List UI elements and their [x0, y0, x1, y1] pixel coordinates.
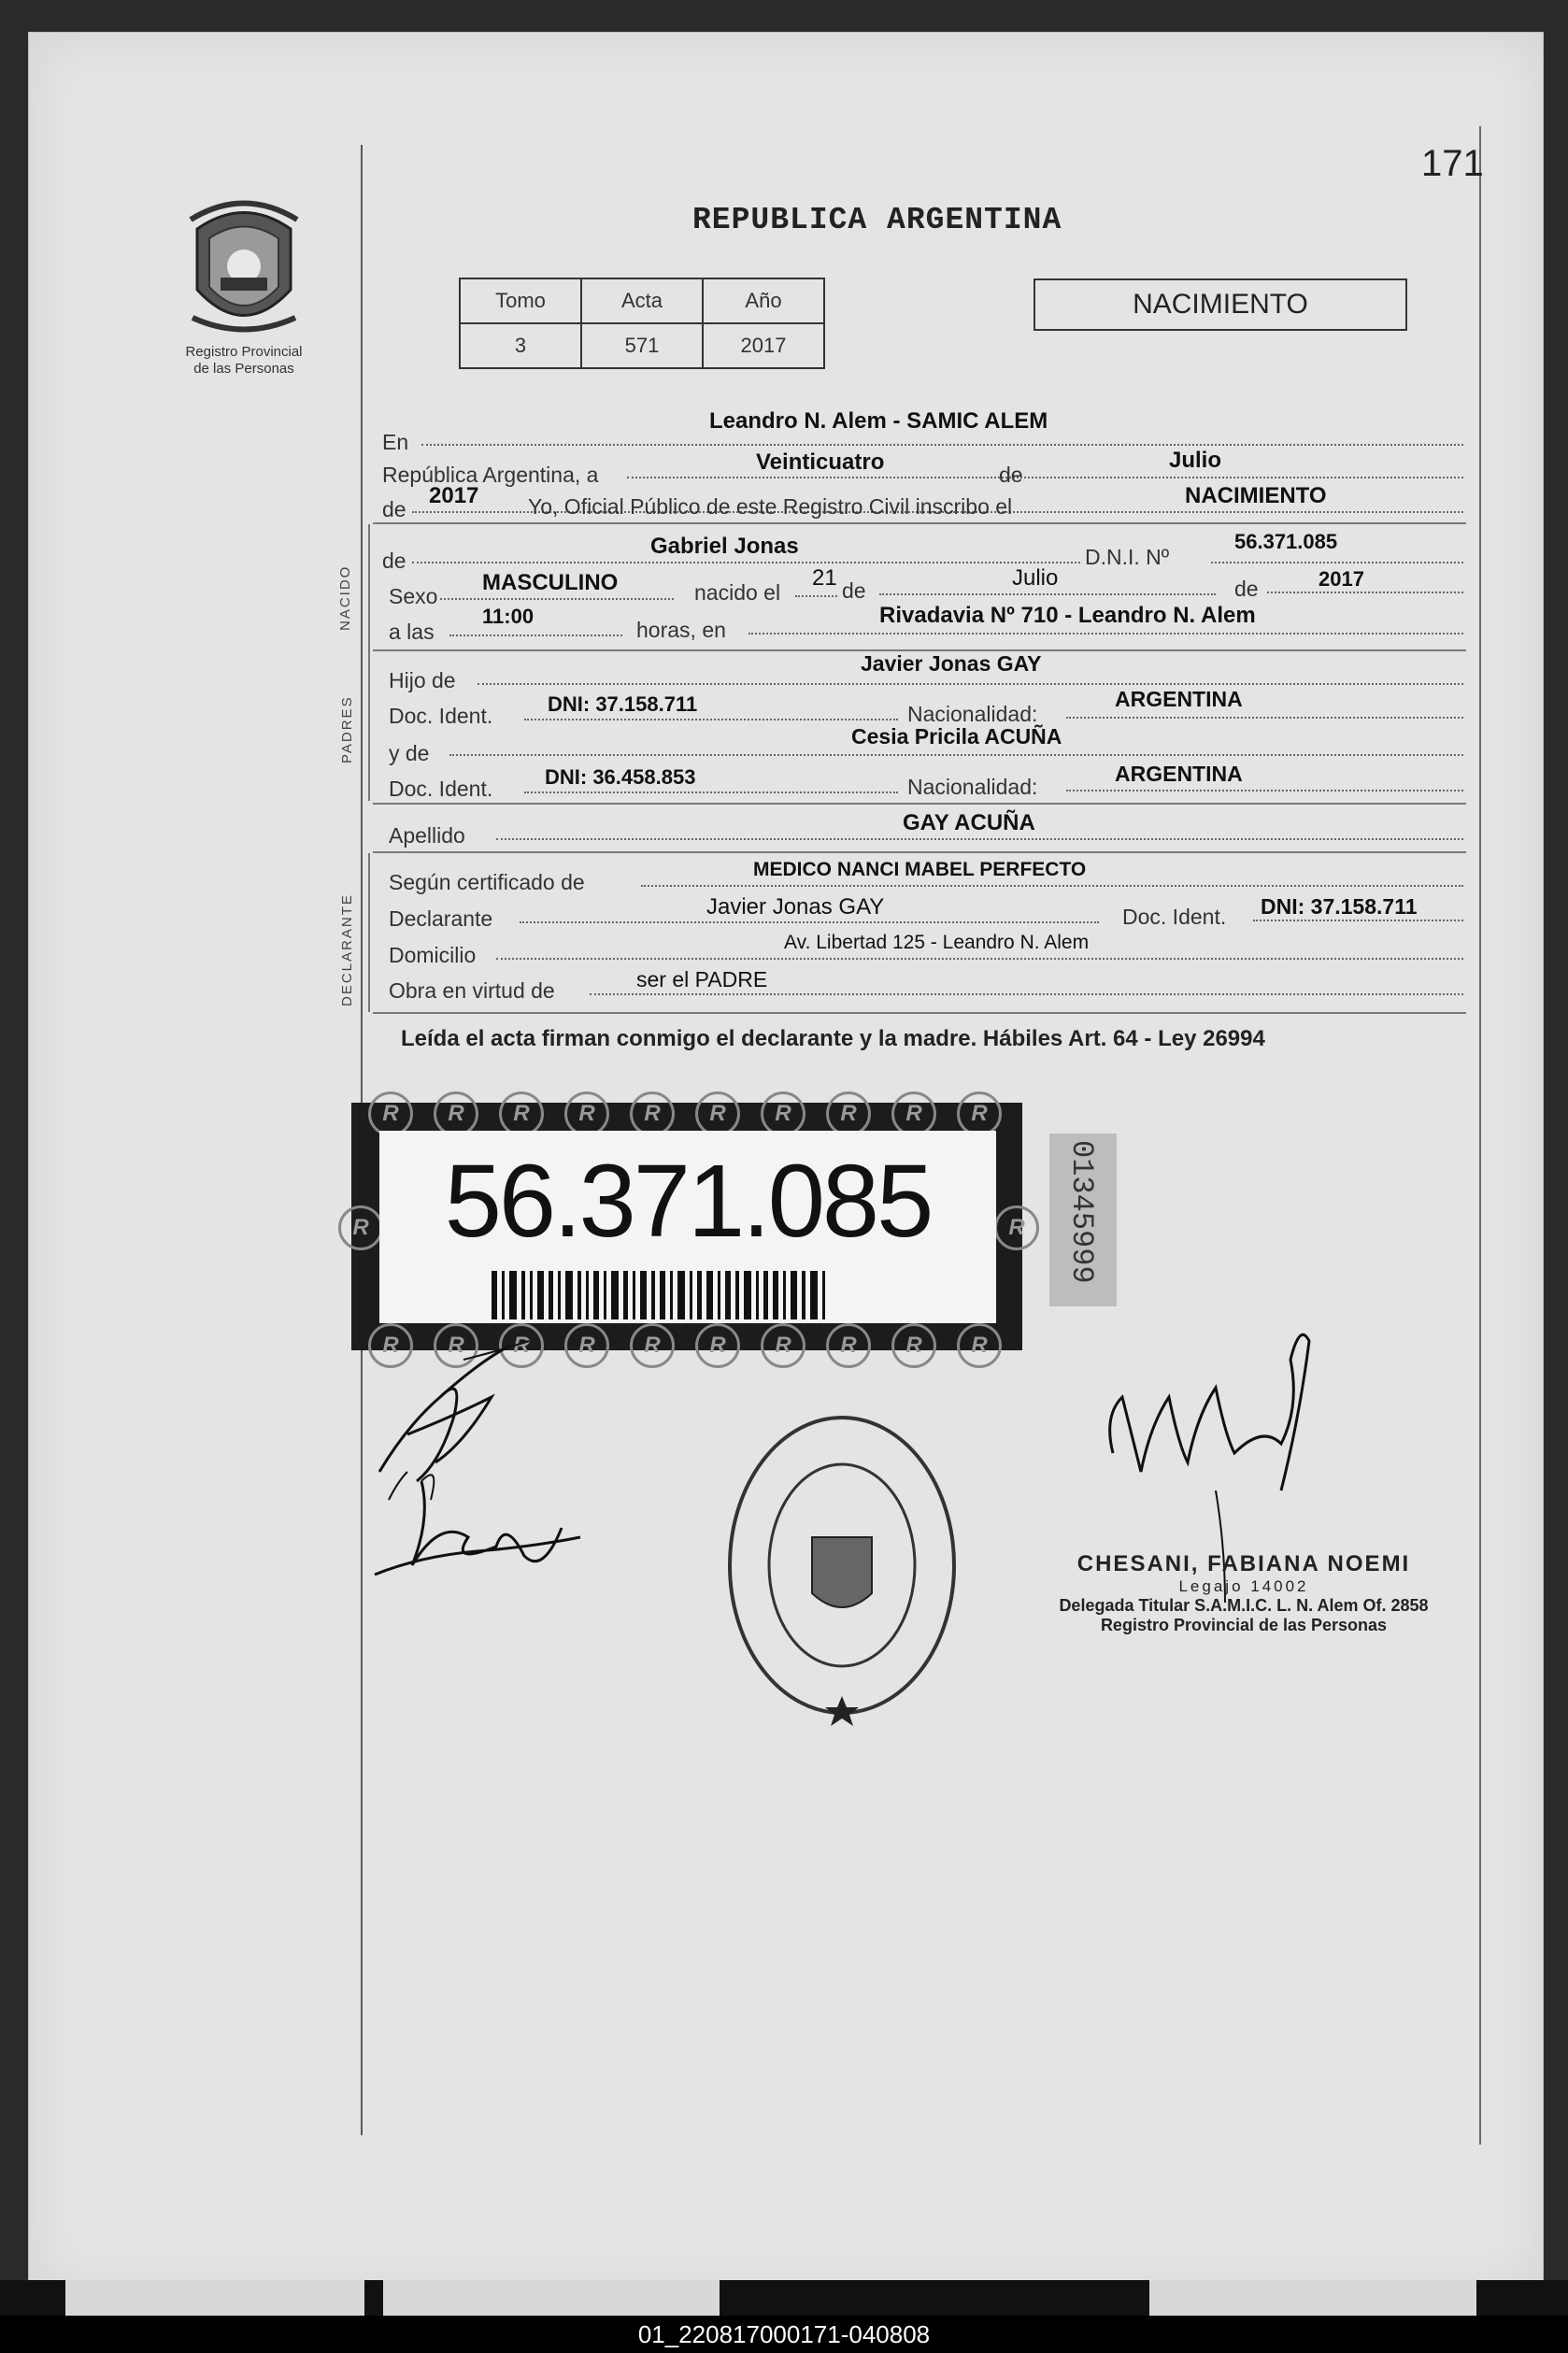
dotted-line — [449, 635, 622, 636]
sexo-label: Sexo — [389, 584, 438, 608]
a-las-label: a las — [389, 620, 435, 644]
official-legajo: Legajo 14002 — [1178, 1577, 1309, 1595]
r-pattern-icon: R — [434, 1323, 478, 1368]
birth-year-value: 2017 — [1319, 567, 1364, 591]
dotted-line — [524, 719, 898, 720]
birth-month-value: Julio — [1012, 565, 1059, 591]
filename-footer: 01_220817000171-040808 — [0, 2316, 1568, 2353]
r-pattern-icon: R — [891, 1091, 936, 1136]
logo-caption-line1: Registro Provincial — [185, 344, 303, 360]
record-table — [459, 278, 825, 369]
certificate-value: MEDICO NANCI MABEL PERFECTO — [753, 859, 1087, 880]
nacido-section-label: NACIDO — [337, 564, 353, 631]
month-value: Julio — [1169, 448, 1222, 473]
declarante-doc-label: Doc. Ident. — [1122, 905, 1227, 929]
republica-label: República Argentina, a — [382, 463, 599, 487]
declarante-label: Declarante — [389, 906, 493, 931]
official-name: CHESANI, FABIANA NOEMI — [1076, 1551, 1411, 1576]
apellido-value: GAY ACUÑA — [903, 810, 1035, 835]
act-type-box: NACIMIENTO — [1033, 278, 1407, 331]
dotted-line — [641, 885, 1463, 887]
mother-name-value: Cesia Pricila ACUÑA — [851, 724, 1062, 749]
obra-value: ser el PADRE — [636, 967, 768, 991]
place-value: Leandro N. Alem - SAMIC ALEM — [709, 408, 1048, 434]
father-nationality-label: Nacionalidad: — [907, 702, 1038, 726]
dotted-line — [496, 958, 1463, 960]
tomo-value: 3 — [460, 323, 581, 368]
right-margin-line — [1479, 126, 1481, 2145]
section-separator — [373, 522, 1466, 524]
de-label-name: de — [382, 549, 406, 573]
edge-cell — [65, 2280, 364, 2316]
anio-header: Año — [703, 278, 824, 323]
r-pattern-icon: R — [761, 1091, 805, 1136]
tomo-header: Tomo — [460, 278, 581, 323]
dotted-line — [478, 683, 1463, 685]
dotted-line — [879, 593, 1216, 595]
horas-label: horas, en — [636, 618, 726, 642]
r-pattern-icon: R — [826, 1091, 871, 1136]
r-pattern-icon: R — [564, 1091, 609, 1136]
dotted-line — [524, 791, 898, 793]
certificate-page — [28, 32, 1544, 2295]
logo-caption-line2: de las Personas — [193, 361, 294, 377]
birth-place-value: Rivadavia Nº 710 - Leandro N. Alem — [879, 603, 1256, 628]
y-de-label: y de — [389, 741, 430, 765]
bottom-edge — [0, 2280, 1568, 2316]
apellido-label: Apellido — [389, 823, 465, 848]
r-pattern-icon: R — [695, 1091, 740, 1136]
father-name-value: Javier Jonas GAY — [861, 651, 1042, 676]
declarante-doc-value: DNI: 37.158.711 — [1261, 894, 1418, 919]
barcode — [492, 1271, 830, 1319]
acta-value: 571 — [581, 323, 703, 368]
address-value: Av. Libertad 125 - Leandro N. Alem — [784, 932, 1090, 953]
dotted-line — [1066, 790, 1463, 791]
r-pattern-icon: R — [891, 1323, 936, 1368]
section-separator — [373, 803, 1466, 805]
mother-signature — [365, 1462, 608, 1612]
inscribo-value: NACIMIENTO — [1185, 483, 1327, 508]
sticker-label — [379, 1131, 996, 1323]
padres-section-label: PADRES — [339, 695, 355, 763]
official-stamp — [1057, 1551, 1431, 1635]
serial-number: 01345999 — [1064, 1140, 1099, 1284]
section-separator — [373, 1012, 1466, 1014]
declarante-name-value: Javier Jonas GAY — [706, 894, 885, 920]
oficial-text: Yo, Oficial Público de este Registro Civil inscribo el — [528, 494, 1013, 519]
dotted-line — [627, 477, 1463, 478]
year-value: 2017 — [429, 483, 479, 508]
page-number: 171 — [1421, 143, 1484, 184]
mother-doc-value: DNI: 36.458.853 — [545, 765, 696, 789]
en-label: En — [382, 430, 409, 454]
de-label-year: de — [382, 497, 406, 521]
r-pattern-icon: R — [630, 1323, 675, 1368]
r-pattern-icon: R — [499, 1323, 544, 1368]
section-bar — [368, 524, 370, 655]
de-label-birth-month: de — [842, 578, 866, 603]
official-registry: Registro Provincial de las Personas — [1100, 1616, 1388, 1634]
edge-cell — [383, 2280, 720, 2316]
dni-label: D.N.I. Nº — [1085, 545, 1170, 569]
father-nationality-value: ARGENTINA — [1115, 687, 1243, 711]
registry-seal — [711, 1397, 973, 1733]
section-bar — [368, 651, 370, 801]
hijo-de-label: Hijo de — [389, 668, 456, 692]
nacido-el-label: nacido el — [694, 580, 781, 605]
child-name-value: Gabriel Jonas — [650, 534, 799, 559]
dotted-line — [1066, 717, 1463, 719]
r-pattern-icon: R — [368, 1323, 413, 1368]
sexo-value: MASCULINO — [482, 570, 619, 595]
dni-sticker — [351, 1101, 1025, 1358]
r-pattern-icon: R — [957, 1323, 1002, 1368]
edge-cell — [1149, 2280, 1476, 2316]
domicilio-label: Domicilio — [389, 943, 477, 967]
mother-nationality-value: ARGENTINA — [1115, 762, 1243, 786]
de-label: de — [999, 463, 1023, 487]
dotted-line — [1253, 920, 1463, 921]
dotted-line — [590, 993, 1463, 995]
logo-caption — [160, 344, 328, 378]
r-pattern-icon: R — [994, 1205, 1039, 1250]
closing-statement: Leída el acta firman conmigo el declarante y la madre. Hábiles Art. 64 - Ley 26994 — [401, 1026, 1265, 1051]
coat-of-arms-logo — [183, 201, 305, 341]
birth-day-value: 21 — [812, 565, 837, 591]
mother-doc-label: Doc. Ident. — [389, 777, 493, 801]
dotted-line — [1211, 562, 1463, 563]
r-pattern-icon: R — [564, 1323, 609, 1368]
mother-nationality-label: Nacionalidad: — [907, 775, 1038, 799]
father-doc-value: DNI: 37.158.711 — [548, 692, 698, 716]
r-pattern-icon: R — [695, 1323, 740, 1368]
r-pattern-icon: R — [368, 1091, 413, 1136]
r-pattern-icon: R — [761, 1323, 805, 1368]
declarante-section-label: DECLARANTE — [339, 893, 355, 1006]
obra-label: Obra en virtud de — [389, 978, 555, 1003]
r-pattern-icon: R — [630, 1091, 675, 1136]
sticker-dni-number: 56.371.085 — [444, 1144, 932, 1259]
dotted-line — [421, 444, 1463, 446]
day-words-value: Veinticuatro — [756, 449, 885, 475]
section-bar — [368, 853, 370, 1012]
dotted-line — [1267, 592, 1463, 593]
anio-value: 2017 — [703, 323, 824, 368]
r-pattern-icon: R — [826, 1323, 871, 1368]
de-label-birth-year: de — [1234, 577, 1259, 601]
document-title: REPUBLICA ARGENTINA — [692, 203, 1062, 237]
official-role: Delegada Titular S.A.M.I.C. L. N. Alem Of. 2858 — [1059, 1596, 1429, 1615]
dotted-line — [449, 754, 1463, 756]
acta-header: Acta — [581, 278, 703, 323]
dotted-line — [795, 595, 837, 597]
certificado-label: Según certificado de — [389, 870, 585, 894]
r-pattern-icon: R — [499, 1091, 544, 1136]
r-pattern-icon: R — [957, 1091, 1002, 1136]
father-doc-label: Doc. Ident. — [389, 704, 493, 728]
child-dni-value: 56.371.085 — [1234, 530, 1338, 553]
dotted-line — [748, 633, 1463, 635]
time-value: 11:00 — [482, 605, 535, 628]
dotted-line — [496, 838, 1463, 840]
dotted-line — [520, 921, 1099, 923]
r-pattern-icon: R — [338, 1205, 383, 1250]
dotted-line — [440, 598, 674, 600]
section-separator — [373, 851, 1466, 853]
dotted-line — [412, 562, 1080, 563]
r-pattern-icon: R — [434, 1091, 478, 1136]
